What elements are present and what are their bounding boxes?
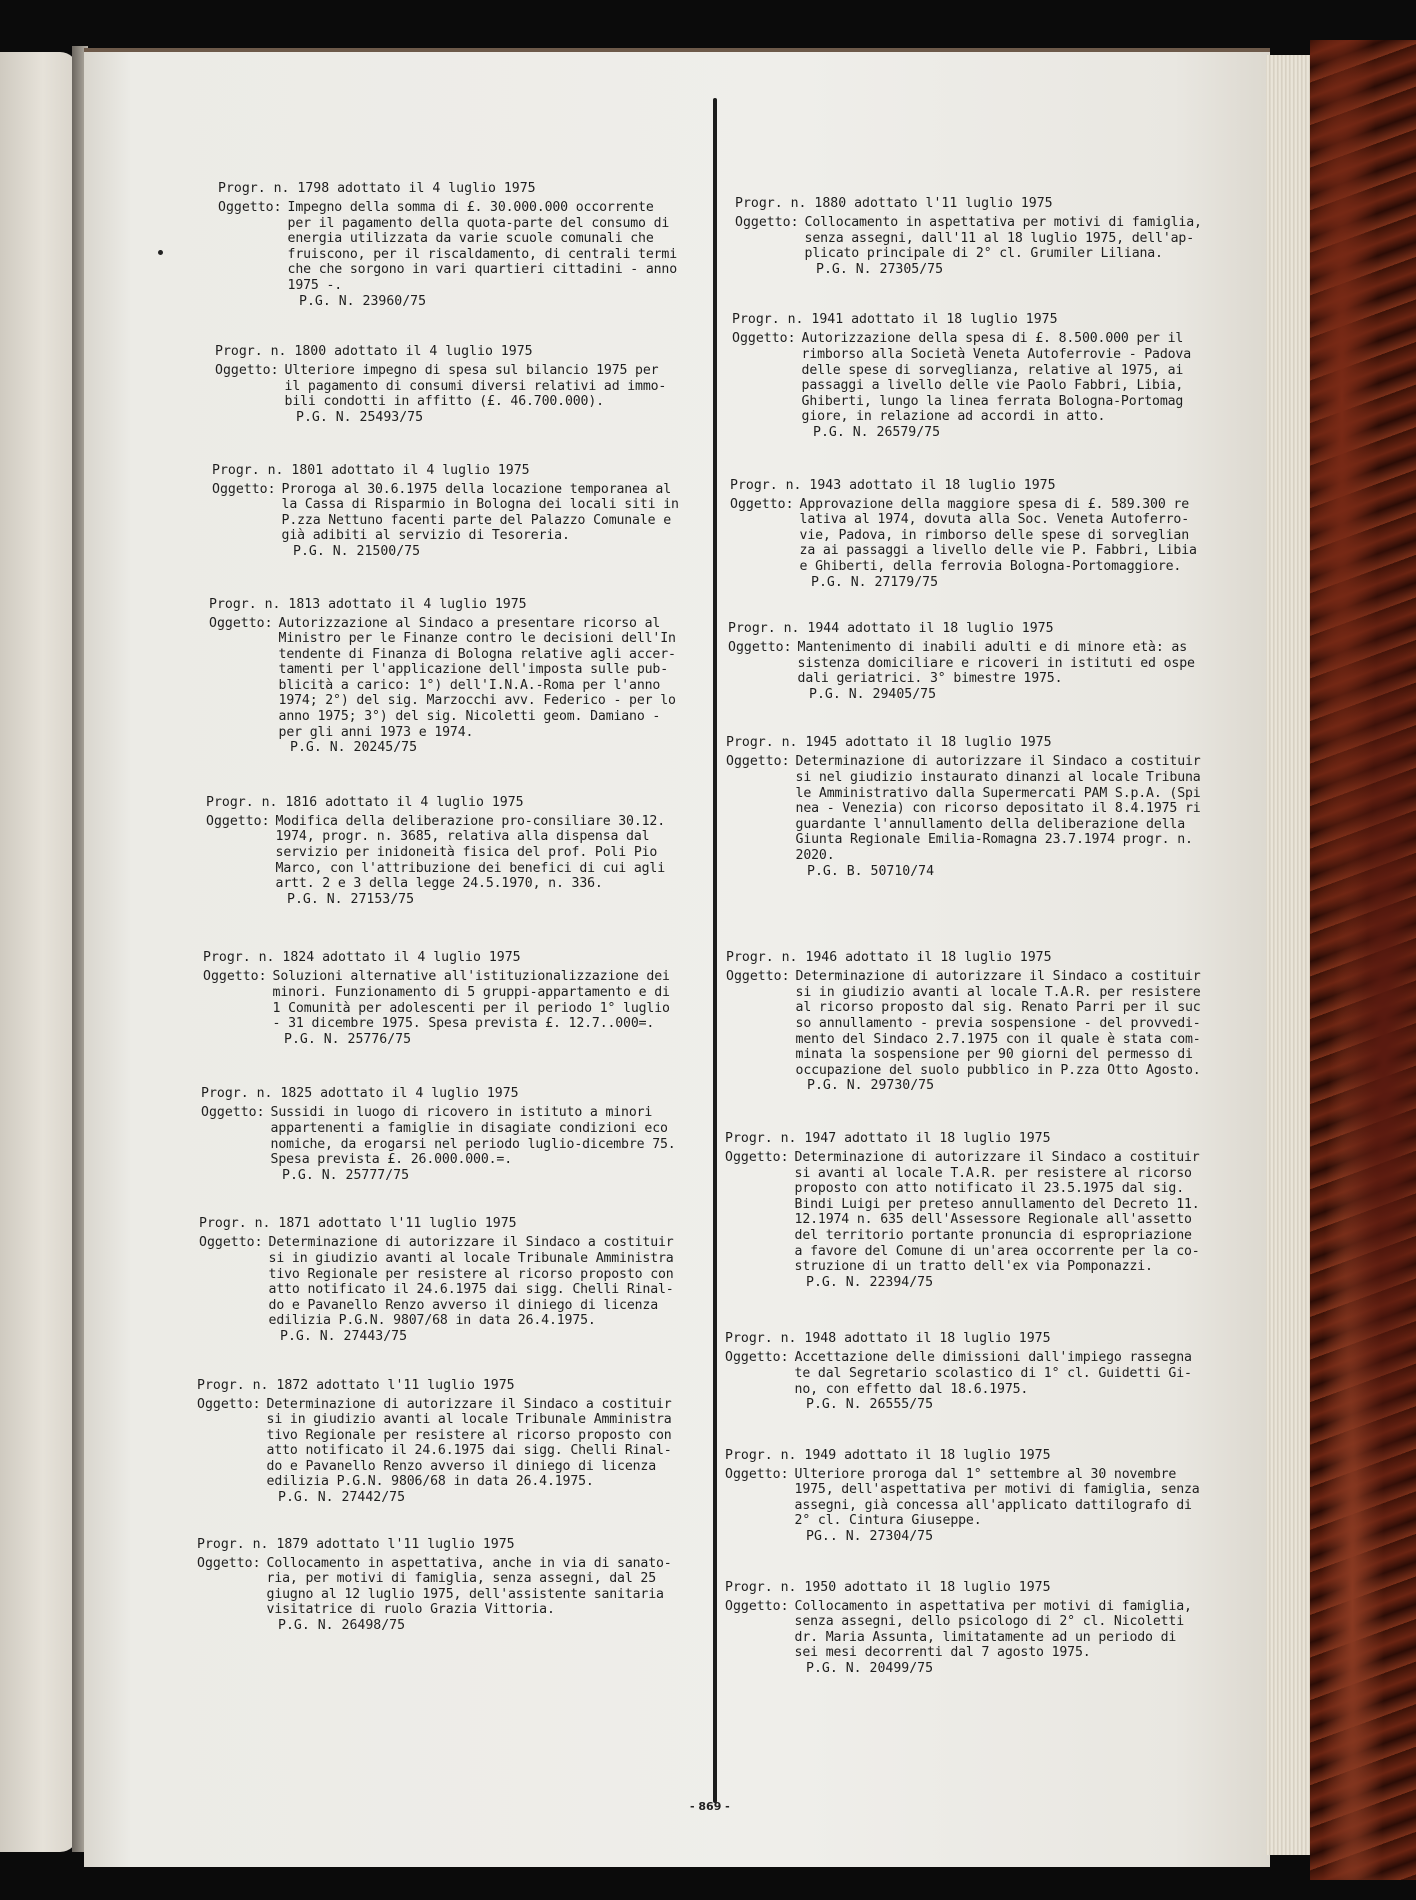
subject-line: minori. Funzionamento di 5 gruppi-appartamento e di <box>272 985 670 1000</box>
subject-text <box>795 1350 1192 1397</box>
entry-body <box>725 1150 1245 1275</box>
protocol-reference: P.G. N. 26555/75 <box>806 1397 934 1413</box>
subject-line: minata la sospensione per 90 giorni del permesso di <box>795 1047 1193 1063</box>
protocol-reference: P.G. N. 25493/75 <box>296 409 424 425</box>
subject-line: edilizia P.G.N. 9807/68 in data 26.4.1975. <box>268 1313 596 1329</box>
entry <box>730 477 1245 591</box>
protocol-reference: P.G. N. 26579/75 <box>813 424 941 440</box>
subject-line: si in giudizio avanti al locale T.A.R. per resistere <box>795 984 1201 1000</box>
marbled-cover <box>1310 40 1416 1880</box>
subject-line: bili condotti in affitto (£. 46.700.000). <box>284 394 604 410</box>
entry-body <box>735 215 1245 262</box>
subject-line: do e Pavanello Renzo avverso il diniego di licenza <box>268 1297 659 1313</box>
subject-line: Determinazione di autorizzare il Sindaco a costituir <box>266 1396 672 1412</box>
subject-label: Oggetto: <box>726 969 790 985</box>
subject-line: tendente di Finanza di Bologna relative agli accer- <box>278 646 676 662</box>
subject-line: già adibiti al servizio di Tesoreria. <box>281 528 570 544</box>
subject-line: 1974; 2°) del sig. Marzocchi avv. Federico - per lo <box>278 693 676 709</box>
subject-line: P.zza Nettuno facenti parte del Palazzo Comunale e <box>281 512 672 528</box>
protocol-reference: P.G. N. 21500/75 <box>293 543 421 559</box>
subject-line: per il pagamento della quota-parte del consumo di <box>287 215 670 231</box>
entry-header: Progr. n. 1800 adottato il 4 luglio 1975 <box>215 344 533 360</box>
protocol-reference: P.G. N. 27305/75 <box>816 261 944 277</box>
entry-header: Progr. n. 1946 adottato il 18 luglio 1975 <box>726 950 1052 966</box>
subject-line: lativa al 1974, dovuta alla Soc. Veneta Autoferro- <box>799 512 1190 528</box>
entry-body <box>203 969 728 1031</box>
subject-line: le Amministrativo dalla Supermercati PAM S.p.A. (Spi <box>795 785 1201 801</box>
entry <box>735 195 1245 277</box>
protocol-reference: P.G. N. 27179/75 <box>811 574 939 590</box>
protocol-reference: P.G. N. 20245/75 <box>290 740 418 756</box>
subject-label: Oggetto: <box>725 1350 789 1366</box>
subject-line: Ulteriore proroga dal 1° settembre al 30 novembre <box>794 1466 1177 1482</box>
subject-line: sei mesi decorrenti dal 7 agosto 1975. <box>794 1645 1091 1661</box>
subject-line: Ghiberti, lungo la linea ferrata Bologna-Portomag <box>801 393 1184 409</box>
subject-line: Ministro per le Finanze contro le decisioni dell'In <box>278 631 676 647</box>
entry-body <box>728 640 1245 687</box>
subject-line: Sussidi in luogo di ricovero in istituto a minori <box>270 1105 653 1121</box>
subject-label: Oggetto: <box>730 496 794 512</box>
subject-line: guardante l'annullamento della deliberazione della <box>795 816 1186 832</box>
subject-line: al ricorso proposto dal sig. Renato Parri per il suc <box>795 1000 1201 1016</box>
entry-body <box>209 616 728 741</box>
page-number: - 869 - <box>690 1800 730 1813</box>
entry <box>197 1377 728 1506</box>
subject-line: visitatrice di ruolo Grazia Vittoria. <box>266 1602 555 1618</box>
subject-line: 12.1974 n. 635 dell'Assessore Regionale all'assetto <box>794 1212 1192 1228</box>
subject-line: senza assegni, dello psicologo di 2° cl. Nicoletti <box>794 1614 1185 1630</box>
subject-line: Modifica della deliberazione pro-consiliare 30.12. <box>275 813 666 829</box>
subject-line: giugno al 12 luglio 1975, dell'assistente sanitaria <box>266 1586 664 1602</box>
subject-line: vie, Padova, in rimborso delle spese di sorveglian <box>799 527 1190 543</box>
subject-label: Oggetto: <box>206 813 270 829</box>
subject-line: energia utilizzata da varie scuole comunali che <box>287 231 654 247</box>
entry <box>215 343 728 425</box>
subject-line: la Cassa di Risparmio in Bologna dei locali siti in <box>281 497 679 513</box>
subject-text <box>279 616 676 741</box>
subject-label: Oggetto: <box>203 969 267 985</box>
subject-text <box>798 640 1195 687</box>
subject-label: Oggetto: <box>199 1235 263 1251</box>
protocol-reference: P.G. N. 29405/75 <box>809 686 937 702</box>
entry <box>212 462 728 560</box>
subject-line: delle spese di sorveglianza, relative al 1975, ai <box>801 362 1184 378</box>
entry-header: Progr. n. 1950 adottato il 18 luglio 1975 <box>725 1579 1051 1595</box>
entry-header: Progr. n. 1798 adottato il 4 luglio 1975 <box>218 181 536 196</box>
entry-header: Progr. n. 1945 adottato il 18 luglio 1975 <box>726 735 1052 751</box>
entry-header: Progr. n. 1813 adottato il 4 luglio 1975 <box>209 596 527 612</box>
subject-label: Oggetto: <box>735 215 799 230</box>
left-page-edge <box>0 52 78 1852</box>
subject-line: Marco, con l'attribuzione dei benefici di cui agli <box>275 860 666 876</box>
subject-label: Oggetto: <box>215 363 279 379</box>
entry-body <box>725 1599 1245 1661</box>
subject-line: te dal Segretario scolastico di 1° cl. Guidetti Gi- <box>794 1365 1192 1381</box>
subject-line: za ai passaggi a livello delle vie P. Fabbri, Libia <box>799 543 1197 559</box>
entry <box>209 596 728 756</box>
subject-line: tivo Regionale per resistere al ricorso proposto con <box>268 1266 674 1282</box>
subject-line: 1974, progr. n. 3685, relativa alla dispensa dal <box>275 829 650 845</box>
entry-body <box>732 331 1245 425</box>
subject-text <box>269 1235 674 1329</box>
subject-line: Collocamento in aspettativa per motivi di famiglia, <box>794 1598 1192 1614</box>
entry-header: Progr. n. 1816 adottato il 4 luglio 1975 <box>206 794 524 810</box>
subject-line: plicato principale di 2° cl. Grumiler Liliana. <box>804 246 1163 262</box>
subject-line: e Ghiberti, della ferrovia Bologna-Portomaggiore. <box>799 558 1182 574</box>
subject-line: Collocamento in aspettativa per motivi di famiglia, <box>804 215 1202 230</box>
entry-header: Progr. n. 1880 adottato l'11 luglio 1975 <box>735 196 1053 211</box>
protocol-reference: P.G. N. 23960/75 <box>299 293 427 309</box>
subject-line: edilizia P.G.N. 9806/68 in data 26.4.1975. <box>266 1474 594 1490</box>
subject-line: tamenti per l'applicazione dell'imposta sulle pub- <box>278 662 669 678</box>
protocol-reference: P.G. N. 27442/75 <box>278 1490 406 1506</box>
subject-line: Autorizzazione della spesa di £. 8.500.000 per il <box>801 331 1184 347</box>
subject-text <box>796 969 1201 1078</box>
subject-line: nea - Venezia) con ricorso depositato il 8.4.1975 ri <box>795 801 1201 817</box>
subject-line: 2020. <box>795 848 835 864</box>
entry <box>203 949 728 1047</box>
subject-line: Determinazione di autorizzare il Sindaco a costituir <box>795 969 1201 985</box>
subject-line: proposto con atto notificato il 23.5.1975 dal sig. <box>794 1181 1185 1197</box>
subject-line: senza assegni, dall'11 al 18 luglio 1975, dell'ap- <box>804 230 1195 246</box>
subject-text <box>805 215 1202 262</box>
subject-label: Oggetto: <box>732 331 796 347</box>
protocol-reference: P.G. N. 25777/75 <box>282 1167 410 1183</box>
subject-text <box>796 754 1201 863</box>
subject-line: artt. 2 e 3 della legge 24.5.1970, n. 336. <box>275 876 603 892</box>
subject-line: sistenza domiciliare e ricoveri in istituti ed ospe <box>797 655 1195 671</box>
protocol-reference: PG.. N. 27304/75 <box>806 1529 934 1545</box>
entry-header: Progr. n. 1949 adottato il 18 luglio 1975 <box>725 1447 1051 1463</box>
subject-label: Oggetto: <box>201 1105 265 1121</box>
entry-body <box>199 1235 728 1329</box>
subject-line: blicità a carico: 1°) dell'I.N.A.-Roma per l'anno <box>278 677 661 693</box>
subject-text <box>288 200 677 294</box>
protocol-reference: P.G. N. 25776/75 <box>284 1031 412 1047</box>
entry <box>199 1215 728 1344</box>
subject-line: Approvazione della maggiore spesa di £. 589.300 re <box>799 496 1190 512</box>
subject-line: a favore del Comune di un'area occorrente per la co- <box>794 1243 1200 1259</box>
subject-line: Determinazione di autorizzare il Sindaco a costituir <box>268 1235 674 1251</box>
subject-text <box>271 1105 676 1167</box>
entry <box>726 734 1245 879</box>
subject-label: Oggetto: <box>197 1396 261 1412</box>
subject-line: giore, in relazione ad accordi in atto. <box>801 409 1106 425</box>
subject-text <box>800 497 1197 575</box>
entry-header: Progr. n. 1801 adottato il 4 luglio 1975 <box>212 462 530 478</box>
subject-line: Bindi Luigi per preteso annullamento del Decreto 11. <box>794 1196 1200 1212</box>
entry <box>725 1330 1245 1412</box>
subject-text <box>273 969 670 1031</box>
entry-header: Progr. n. 1941 adottato il 18 luglio 1975 <box>732 312 1058 328</box>
subject-line: il pagamento di consumi diversi relativi ad immo- <box>284 378 667 394</box>
protocol-reference: P.G. N. 22394/75 <box>806 1274 934 1290</box>
entry-body <box>725 1467 1245 1529</box>
entry <box>218 180 728 309</box>
subject-text <box>282 482 679 544</box>
subject-line: 1975, dell'aspettativa per motivi di famiglia, senza <box>794 1482 1200 1498</box>
entry-body <box>197 1397 728 1491</box>
entry <box>725 1130 1245 1290</box>
protocol-reference: P.G. B. 50710/74 <box>807 863 935 879</box>
subject-line: Mantenimento di inabili adulti e di minore età: as <box>797 640 1188 656</box>
subject-line: struzione di un tratto dell'ex via Pomponazzi. <box>794 1259 1153 1275</box>
subject-line: tivo Regionale per resistere al ricorso proposto con <box>266 1427 672 1443</box>
subject-line: si in giudizio avanti al locale Tribunale Amministra <box>268 1250 674 1266</box>
entry-header: Progr. n. 1879 adottato l'11 luglio 1975 <box>197 1536 515 1552</box>
entry <box>201 1085 728 1183</box>
subject-line: appartenenti a famiglie in disagiate condizioni eco <box>270 1120 668 1136</box>
subject-text <box>795 1467 1200 1529</box>
subject-line: no, con effetto dal 18.6.1975. <box>794 1381 1029 1397</box>
subject-line: si nel giudizio instaurato dinanzi al locale Tribuna <box>795 770 1201 786</box>
entry-body <box>725 1350 1245 1397</box>
subject-line: rimborso alla Società Veneta Autoferrovie - Padova <box>801 346 1192 362</box>
entry-body <box>197 1556 728 1618</box>
entry-header: Progr. n. 1943 adottato il 18 luglio 1975 <box>730 477 1056 493</box>
protocol-reference: P.G. N. 26498/75 <box>278 1618 406 1634</box>
subject-label: Oggetto: <box>725 1149 789 1165</box>
entry-header: Progr. n. 1948 adottato il 18 luglio 1975 <box>725 1331 1051 1347</box>
entry <box>732 311 1245 440</box>
entry <box>725 1447 1245 1545</box>
entry <box>726 949 1245 1094</box>
entry-body <box>212 482 728 544</box>
subject-line: Collocamento in aspettativa, anche in via di sanato- <box>266 1555 672 1571</box>
margin-dot <box>158 250 163 255</box>
entry-header: Progr. n. 1871 adottato l'11 luglio 1975 <box>199 1216 517 1232</box>
subject-line: dali geriatrici. 3° bimestre 1975. <box>797 671 1063 687</box>
subject-text <box>267 1397 672 1491</box>
subject-text <box>285 363 667 410</box>
entry-header: Progr. n. 1947 adottato il 18 luglio 1975 <box>725 1130 1051 1146</box>
entry-body <box>201 1105 728 1167</box>
subject-line: Soluzioni alternative all'istituzionalizzazione dei <box>272 969 670 985</box>
subject-line: atto notificato il 24.6.1975 dai sigg. Chelli Rinal- <box>266 1443 672 1459</box>
subject-label: Oggetto: <box>728 640 792 656</box>
subject-label: Oggetto: <box>725 1598 789 1614</box>
subject-line: anno 1975; 3°) del sig. Nicoletti geom. Damiano - <box>278 709 661 725</box>
subject-line: che che sorgono in vari quartieri cittadini - anno <box>287 262 678 278</box>
subject-line: - 31 dicembre 1975. Spesa prevista £. 12.7..000=. <box>272 1016 655 1032</box>
subject-line: so annullamento - previa sospensione - del provvedi- <box>795 1016 1201 1031</box>
entry-body <box>726 969 1245 1078</box>
subject-line: Proroga al 30.6.1975 della locazione temporanea al <box>281 481 672 497</box>
subject-label: Oggetto: <box>209 615 273 631</box>
entry-body <box>726 754 1245 863</box>
subject-line: servizio per inidoneità fisica del prof. Poli Pio <box>275 845 658 861</box>
entry-body <box>218 200 728 294</box>
subject-line: 2° cl. Cintura Giuseppe. <box>794 1513 982 1529</box>
entry <box>197 1536 728 1634</box>
subject-line: Determinazione di autorizzare il Sindaco a costituir <box>794 1149 1200 1165</box>
entry-header: Progr. n. 1872 adottato l'11 luglio 1975 <box>197 1377 515 1393</box>
subject-label: Oggetto: <box>197 1555 261 1571</box>
subject-line: si avanti al locale T.A.R. per resistere al ricorso <box>794 1165 1192 1181</box>
subject-label: Oggetto: <box>218 200 282 215</box>
entry-body <box>215 363 728 410</box>
subject-line: Accettazione delle dimissioni dall'impiego rassegna <box>794 1350 1192 1366</box>
subject-line: do e Pavanello Renzo avverso il diniego di licenza <box>266 1458 657 1474</box>
subject-line: per gli anni 1973 e 1974. <box>278 724 474 740</box>
entry <box>728 620 1245 702</box>
protocol-reference: P.G. N. 29730/75 <box>807 1078 935 1094</box>
subject-line: Spesa prevista £. 26.000.000.=. <box>270 1152 513 1168</box>
subject-text <box>795 1599 1192 1661</box>
entry-header: Progr. n. 1944 adottato il 18 luglio 1975 <box>728 621 1054 637</box>
right-column <box>725 195 1245 1677</box>
protocol-reference: P.G. N. 27443/75 <box>280 1328 408 1344</box>
subject-line: nomiche, da erogarsi nel periodo luglio-dicembre 75. <box>270 1136 676 1152</box>
subject-label: Oggetto: <box>212 481 276 497</box>
subject-line: 1 Comunità per adolescenti per il periodo 1° luglio <box>272 1000 670 1016</box>
subject-line: Impegno della somma di £. 30.000.000 occorrente <box>287 200 654 215</box>
subject-text <box>802 331 1191 425</box>
entry-body <box>206 814 728 892</box>
protocol-reference: P.G. N. 20499/75 <box>806 1661 934 1677</box>
subject-line: assegni, già concessa all'applicato dattilografo di <box>794 1497 1192 1513</box>
entry <box>725 1579 1245 1677</box>
entry <box>206 794 728 908</box>
entry-body <box>730 497 1245 575</box>
subject-text <box>267 1556 672 1618</box>
subject-line: del territorio portante pronuncia di espropriazione <box>794 1227 1192 1243</box>
subject-line: mento del Sindaco 2.7.1975 con il quale è stata com- <box>795 1031 1201 1047</box>
subject-line: Determinazione di autorizzare il Sindaco a costituir <box>795 754 1201 770</box>
subject-label: Oggetto: <box>726 754 790 770</box>
subject-text <box>795 1150 1200 1275</box>
subject-line: occupazione del suolo pubblico in P.zza Otto Agosto. <box>795 1062 1201 1078</box>
subject-label: Oggetto: <box>725 1466 789 1482</box>
subject-line: atto notificato il 24.6.1975 dai sigg. Chelli Rinal- <box>268 1282 674 1298</box>
subject-line: passaggi a livello delle vie Paolo Fabbri, Libia, <box>801 378 1184 394</box>
entry-header: Progr. n. 1824 adottato il 4 luglio 1975 <box>203 950 521 966</box>
subject-line: fruiscono, per il riscaldamento, di centrali termi <box>287 246 678 262</box>
subject-line: 1975 -. <box>287 277 343 293</box>
subject-line: Ulteriore impegno di spesa sul bilancio 1975 per <box>284 363 659 379</box>
entry-header: Progr. n. 1825 adottato il 4 luglio 1975 <box>201 1086 519 1102</box>
subject-line: si in giudizio avanti al locale Tribunale Amministra <box>266 1412 672 1428</box>
subject-line: dr. Maria Assunta, limitatamente ad un periodo di <box>794 1629 1177 1645</box>
subject-line: ria, per motivi di famiglia, senza assegni, dal 25 <box>266 1571 657 1587</box>
subject-line: Autorizzazione al Sindaco a presentare ricorso al <box>278 615 661 631</box>
left-column <box>197 180 728 1634</box>
subject-line: Giunta Regionale Emilia-Romagna 23.7.1974 progr. n. <box>795 832 1193 848</box>
protocol-reference: P.G. N. 27153/75 <box>287 891 415 907</box>
subject-text <box>276 814 665 892</box>
